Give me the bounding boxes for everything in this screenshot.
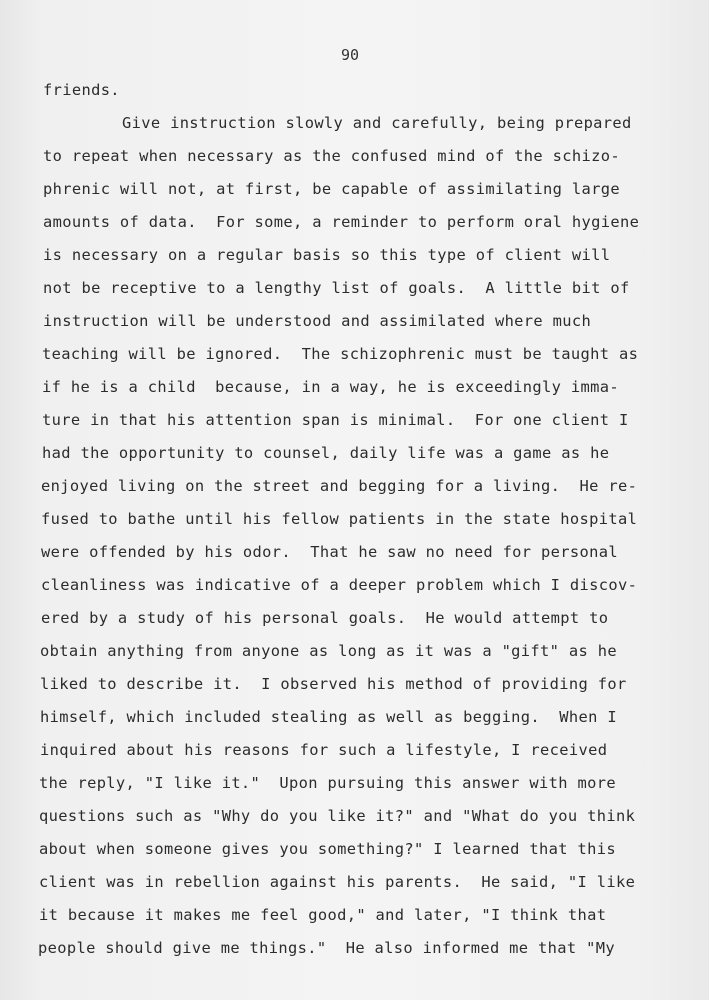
- text-line: had the opportunity to counsel, daily life was a game as he: [42, 444, 610, 462]
- text-line: cleanliness was indicative of a deeper problem which I discov-: [41, 576, 638, 594]
- text-line: it because it makes me feel good," and later, "I think that: [39, 906, 607, 924]
- text-line: ered by a study of his personal goals. He would attempt to: [41, 609, 609, 627]
- text-line: fused to bathe until his fellow patients in the state hospital: [41, 510, 638, 528]
- text-line: phrenic will not, at first, be capable of assimilating large: [43, 180, 620, 198]
- text-line: questions such as "Why do you like it?" and "What do you think: [39, 807, 636, 825]
- text-line: teaching will be ignored. The schizophrenic must be taught as: [42, 345, 639, 363]
- text-line: people should give me things." He also informed me that "My: [38, 939, 615, 957]
- text-line: amounts of data. For some, a reminder to perform oral hygiene: [43, 213, 640, 231]
- text-line: instruction will be understood and assimilated where much: [43, 312, 592, 330]
- text-line: is necessary on a regular basis so this type of client will: [43, 246, 611, 264]
- text-line: liked to describe it. I observed his method of providing for: [40, 675, 627, 693]
- text-line: the reply, "I like it." Upon pursuing this answer with more: [39, 774, 616, 792]
- text-line: client was in rebellion against his parents. He said, "I like: [39, 873, 636, 891]
- text-line: if he is a child because, in a way, he is exceedingly imma-: [42, 378, 619, 396]
- text-line: enjoyed living on the street and begging for a living. He re-: [41, 477, 638, 495]
- text-line: to repeat when necessary as the confused mind of the schizo-: [43, 147, 620, 165]
- text-line: were offended by his odor. That he saw no need for personal: [41, 543, 618, 561]
- text-line: Give instruction slowly and carefully, being prepared: [122, 114, 632, 132]
- text-line: ture in that his attention span is minimal. For one client I: [42, 411, 629, 429]
- text-line: about when someone gives you something?" I learned that this: [39, 840, 616, 858]
- page-number: 90: [340, 46, 360, 64]
- text-line: not be receptive to a lengthy list of goals. A little bit of: [43, 279, 630, 297]
- text-line: inquired about his reasons for such a lifestyle, I received: [40, 741, 608, 759]
- text-line: obtain anything from anyone as long as it was a "gift" as he: [40, 642, 617, 660]
- text-line: himself, which included stealing as well as begging. When I: [40, 708, 617, 726]
- text-line: friends.: [43, 81, 120, 99]
